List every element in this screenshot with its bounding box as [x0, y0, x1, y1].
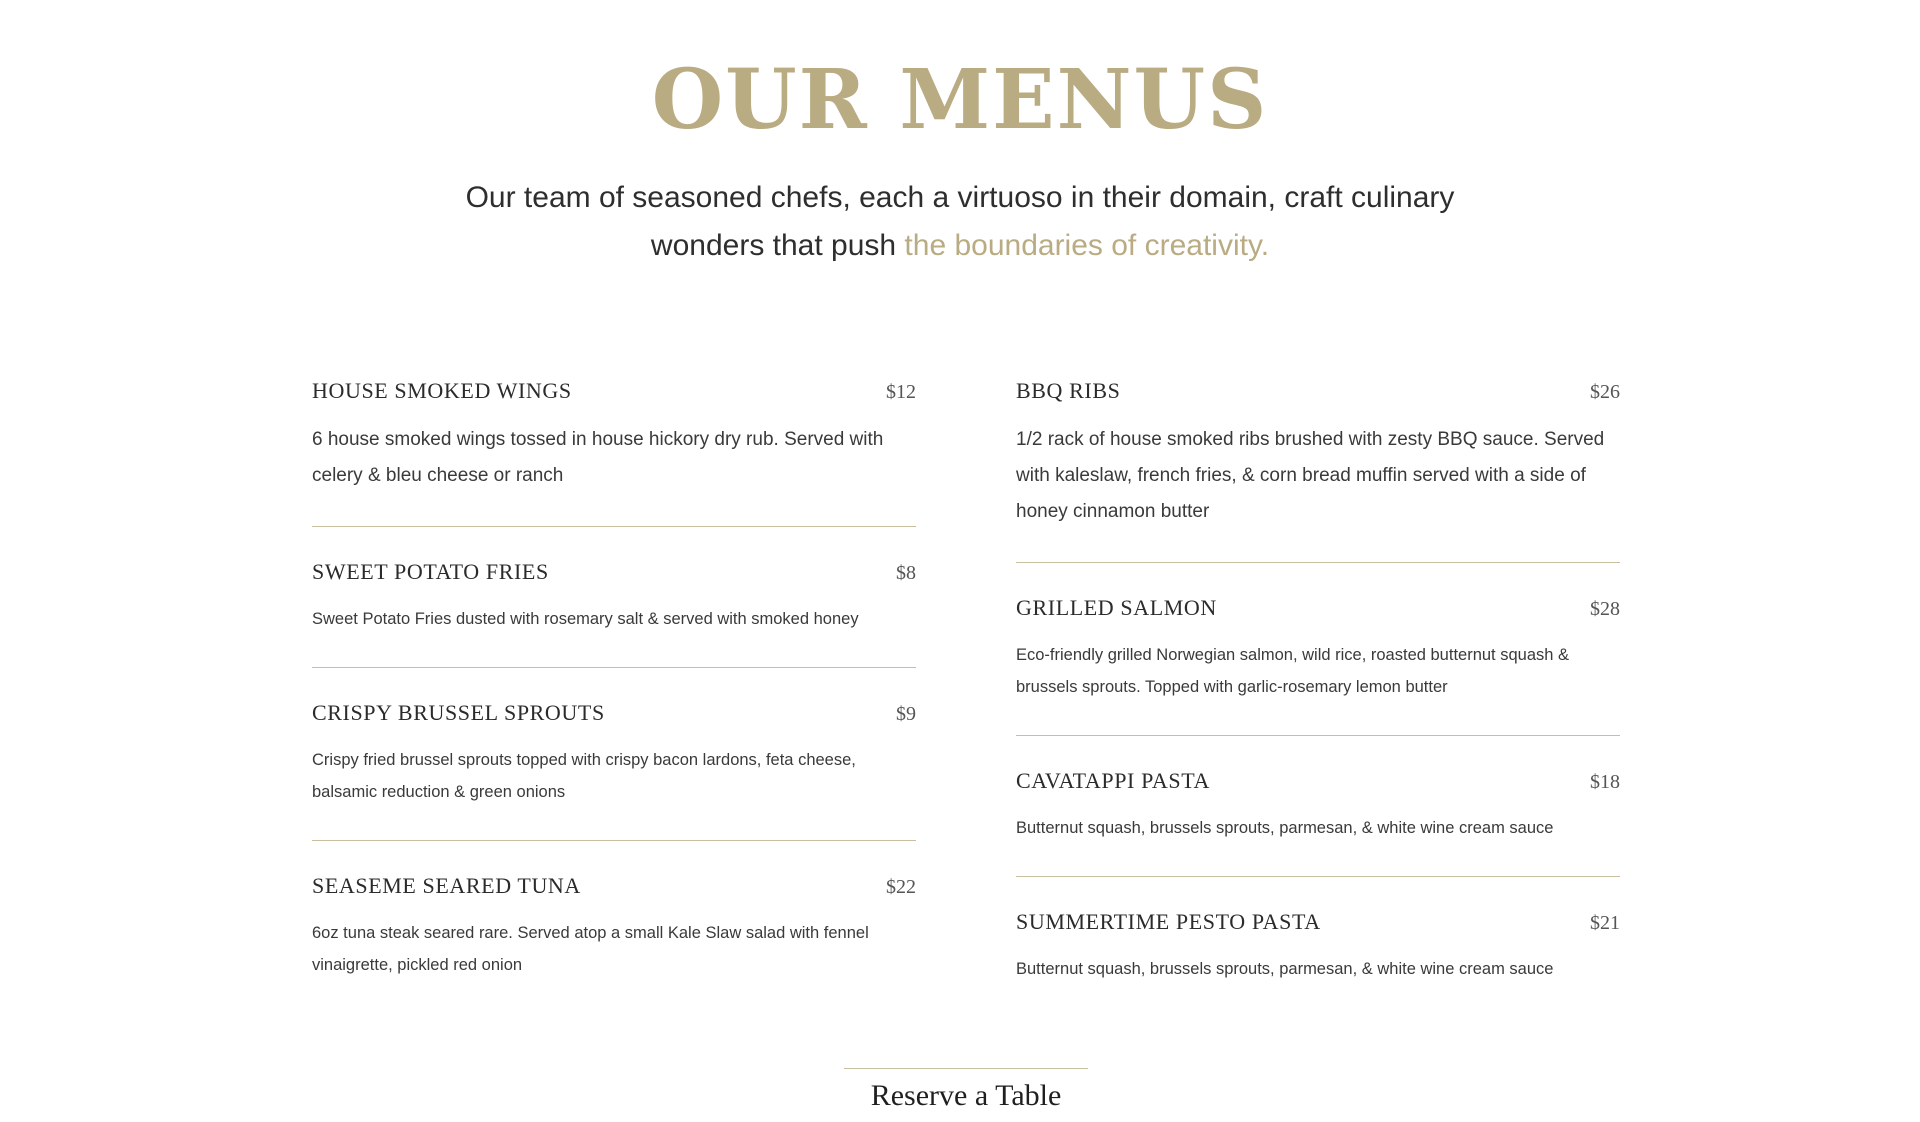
menu-item-header: [312, 700, 916, 726]
menu-item-price: $18: [1590, 771, 1620, 793]
menu-item-name: SUMMERTIME PESTO PASTA: [1016, 909, 1321, 934]
menu-item-name: CAVATAPPI PASTA: [1016, 768, 1210, 793]
menu-item: [1016, 595, 1620, 736]
menu-item-header: [1016, 768, 1620, 794]
menu-item: [1016, 768, 1620, 877]
menu-item-price: $9: [896, 703, 916, 725]
menu-item-price: $28: [1590, 598, 1620, 620]
menu-item-description: 6oz tuna steak seared rare. Served atop a small Kale Slaw salad with fennel vinaigrette, pickled red onion: [312, 924, 869, 974]
menu-item-name: SEASEME SEARED TUNA: [312, 873, 581, 898]
menu-column-left: [312, 378, 916, 1045]
menu-item-name: HOUSE SMOKED WINGS: [312, 378, 572, 403]
menu-item-name: SWEET POTATO FRIES: [312, 559, 549, 584]
menu-item-price: $22: [886, 876, 916, 898]
menu-item-header: [312, 873, 916, 899]
menu-item-description: 1/2 rack of house smoked ribs brushed with zesty BBQ sauce. Served with kaleslaw, french fries, & corn bread muffin served with a side of honey cinnamon butter: [1016, 429, 1605, 522]
menu-item-header: [1016, 595, 1620, 621]
menu-item-header: [1016, 909, 1620, 935]
intro-main-text: Our team of seasoned chefs, each a virtuoso in their domain, craft culinary wonders that push: [465, 181, 1455, 262]
menu-item-description: Crispy fried brussel sprouts topped with crispy bacon lardons, feta cheese, balsamic reduction & green onions: [312, 751, 856, 801]
menu-item-description: Butternut squash, brussels sprouts, parmesan, & white wine cream sauce: [1016, 960, 1554, 978]
menu-item: [312, 700, 916, 841]
reserve-table-link[interactable]: Reserve a Table: [870, 1079, 1062, 1112]
intro-accent-text: the boundaries of creativity.: [904, 229, 1270, 262]
menu-column-right: [1016, 378, 1620, 1049]
menu-item-description: Sweet Potato Fries dusted with rosemary salt & served with smoked honey: [312, 610, 859, 628]
reserve-section: [844, 1068, 1088, 1113]
menu-item: [312, 873, 916, 1013]
menu-item-price: $21: [1590, 912, 1620, 934]
intro-text: [460, 174, 1460, 270]
menu-item: [1016, 909, 1620, 1017]
menu-item-name: CRISPY BRUSSEL SPROUTS: [312, 700, 605, 725]
menu-item-price: $8: [896, 562, 916, 584]
page-title: OUR MENUS: [651, 52, 1269, 148]
menu-item-header: [312, 559, 916, 585]
menu-item-name: GRILLED SALMON: [1016, 595, 1217, 620]
menu-item: [312, 378, 916, 527]
menu-item-price: $26: [1590, 381, 1620, 403]
menu-item-description: 6 house smoked wings tossed in house hickory dry rub. Served with celery & bleu cheese or ranch: [312, 429, 884, 486]
menu-item-header: [1016, 378, 1620, 404]
menu-item-name: BBQ RIBS: [1016, 378, 1121, 403]
menu-item-price: $12: [886, 381, 916, 403]
menu-item-description: Eco-friendly grilled Norwegian salmon, wild rice, roasted butternut squash & brussels sprouts. Topped with garlic-rosemary lemon butter: [1016, 646, 1570, 696]
menu-item-description: Butternut squash, brussels sprouts, parmesan, & white wine cream sauce: [1016, 819, 1554, 837]
menu-item: [312, 559, 916, 668]
menu-item: [1016, 378, 1620, 563]
menu-item-header: [312, 378, 916, 404]
